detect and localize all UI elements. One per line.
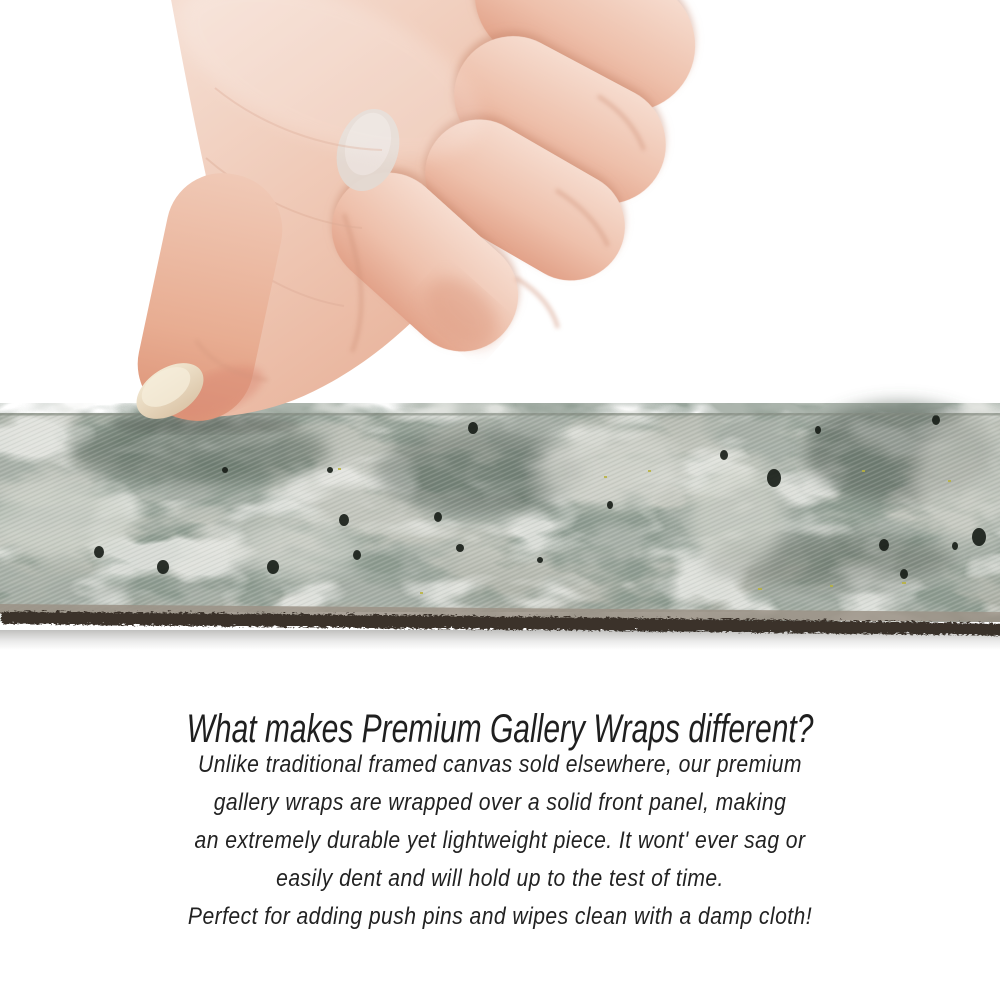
- body-line-1: Unlike traditional framed canvas sold elsewhere, our premium: [198, 751, 802, 778]
- headline: What makes Premium Gallery Wraps different?: [186, 707, 814, 751]
- body-line-4: easily dent and will hold up to the test of time.: [276, 865, 724, 892]
- canvas-edge-strip: [0, 402, 1000, 650]
- body-line-3: an extremely durable yet lightweight piece. It wont' ever sag or: [194, 827, 806, 854]
- canvas-weave-texture: [0, 413, 1000, 612]
- body-line-2: gallery wraps are wrapped over a solid front panel, making: [213, 789, 787, 816]
- canvas-drop-shadow: [0, 630, 1000, 650]
- body-line-5: Perfect for adding push pins and wipes clean with a damp cloth!: [187, 903, 813, 930]
- hand-photo: [126, 0, 719, 431]
